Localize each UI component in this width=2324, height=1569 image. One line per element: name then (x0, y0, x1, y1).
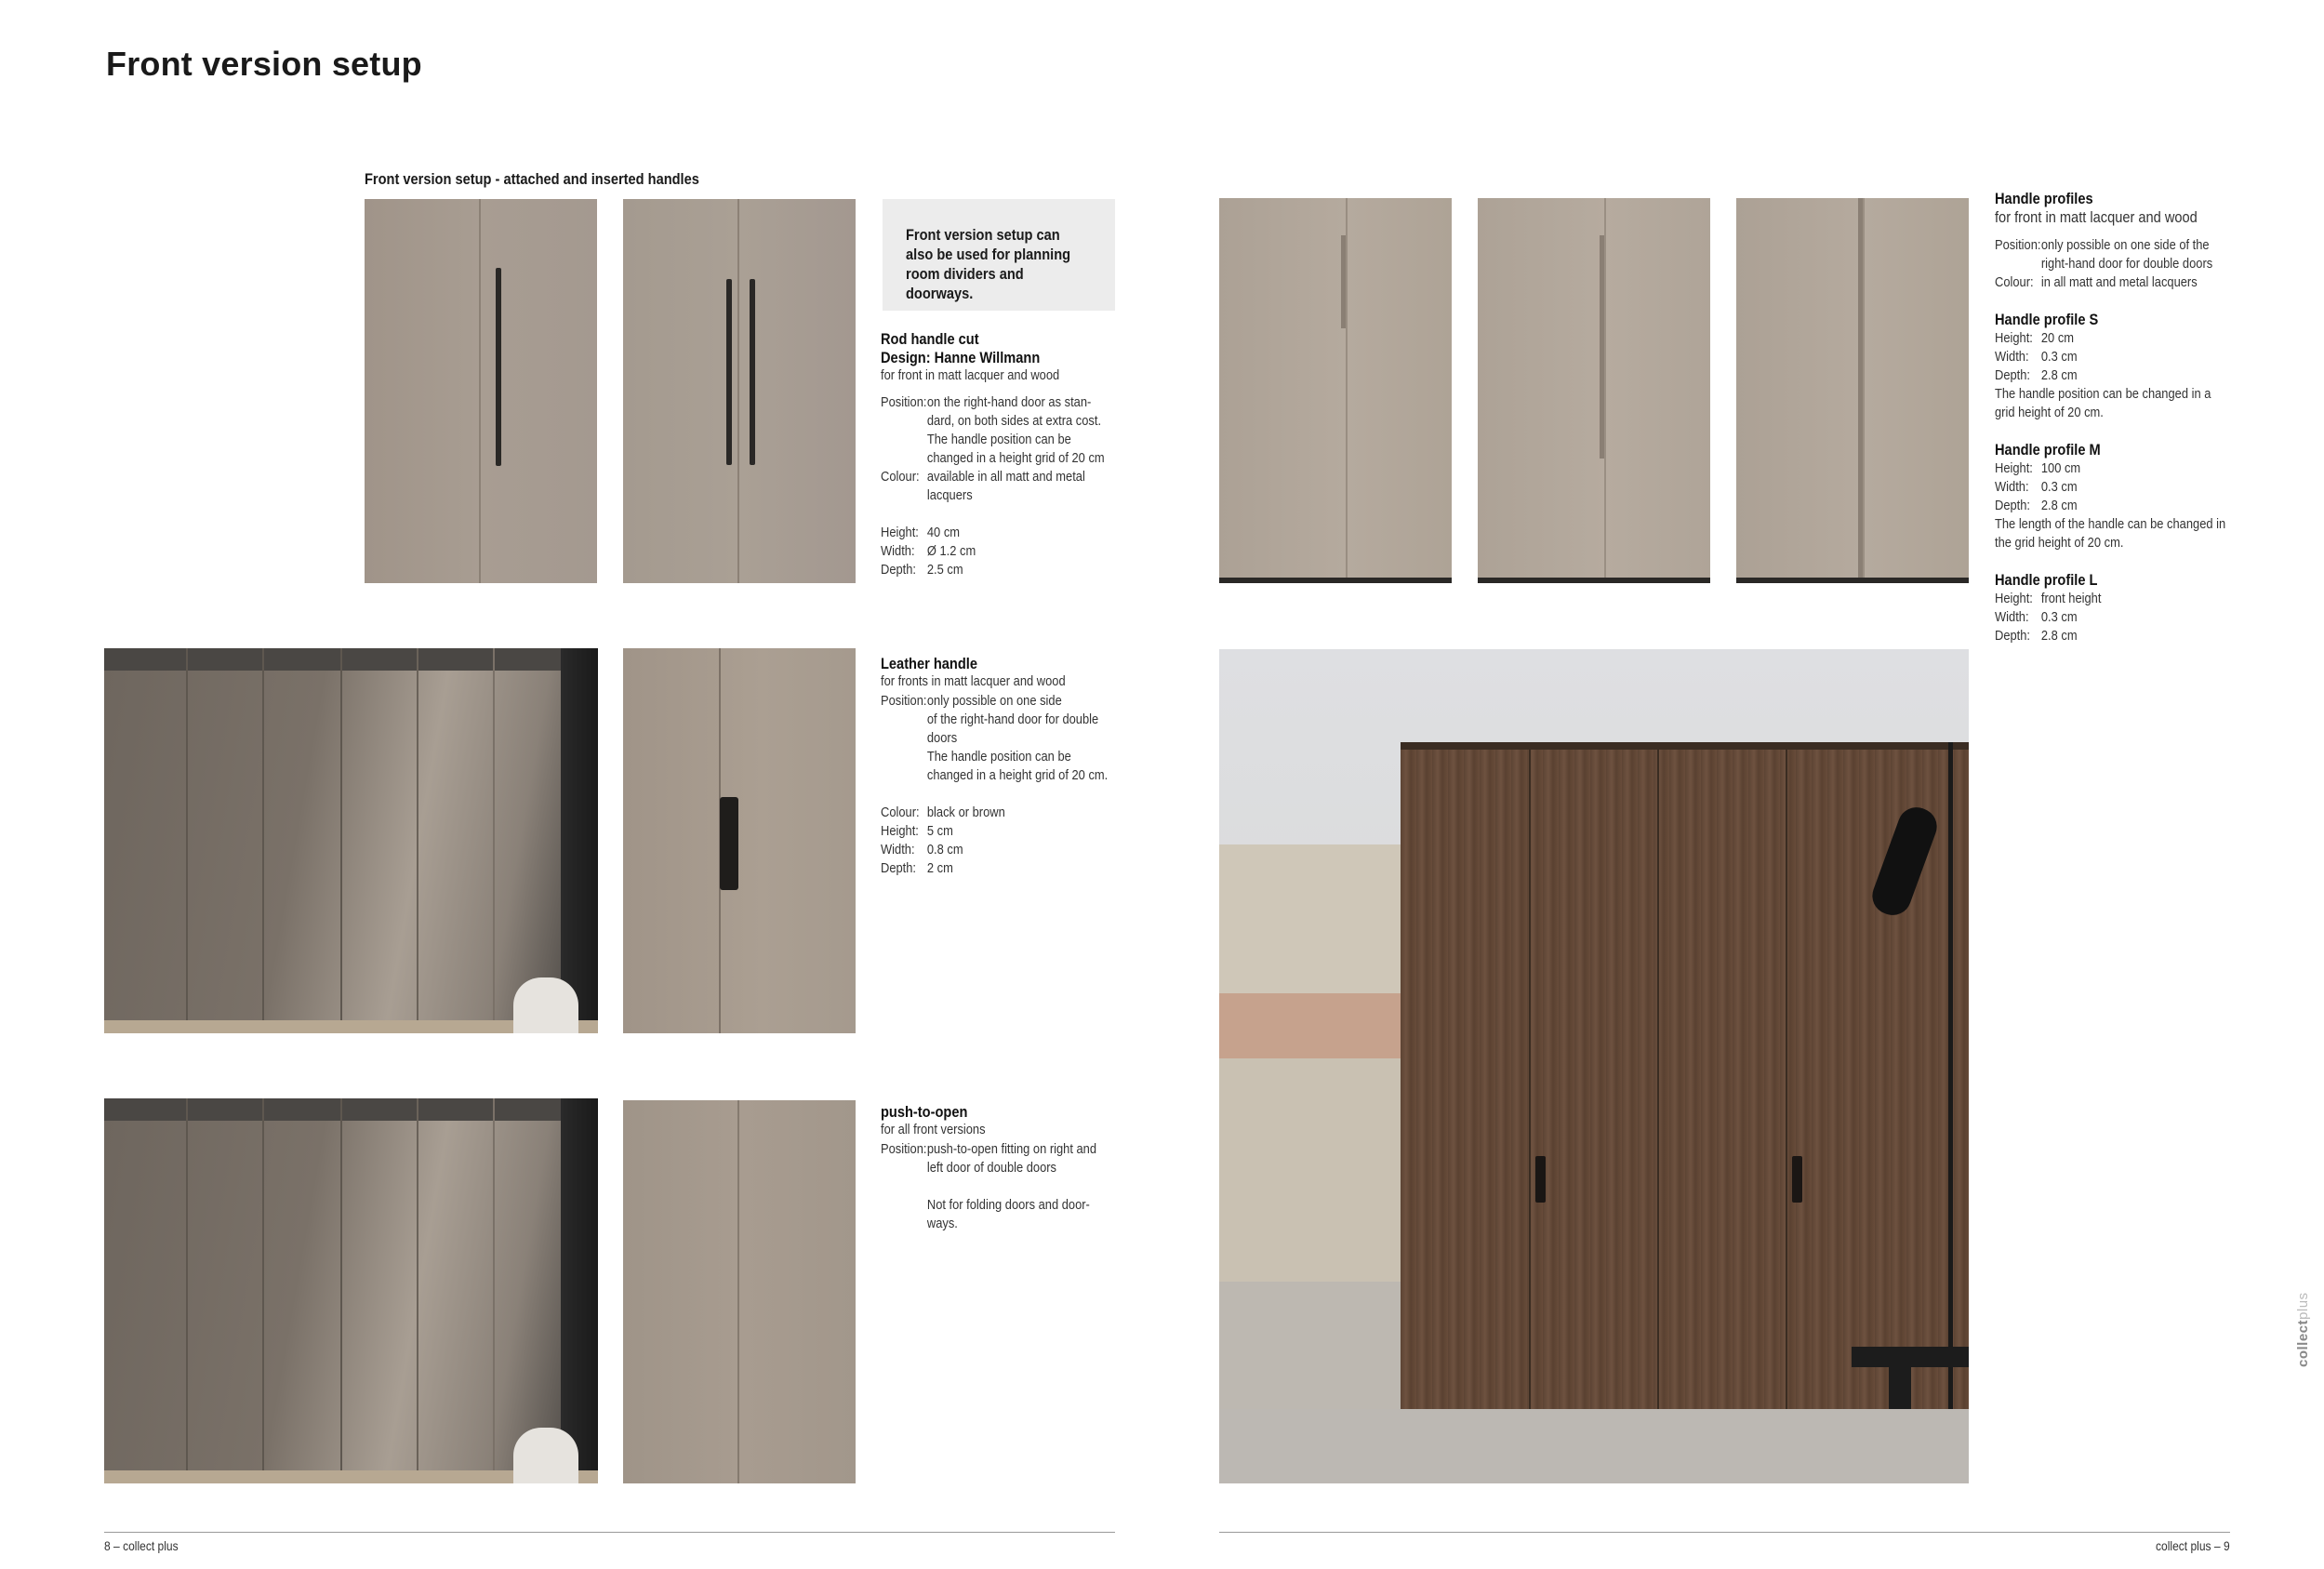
profile-m-depth-row (1995, 497, 2235, 515)
value-line: left door of double doors (926, 1160, 1057, 1176)
profile-m-handle-icon (1600, 235, 1604, 459)
profile-l-width-row (1995, 608, 2235, 627)
push-to-open-photo (623, 1100, 856, 1483)
leather-handle-photo (623, 648, 856, 1033)
label: Height: (881, 525, 919, 540)
label: Width: (881, 543, 915, 559)
rod-handle-colour-row (881, 468, 1121, 505)
leather-handle-height-row (881, 822, 1121, 841)
footer-right-page-number: collect plus – 9 (2156, 1538, 2230, 1553)
push-to-open-spec (881, 1103, 1121, 1233)
label: Height: (1995, 330, 2033, 346)
rod-handle-width-row (881, 542, 1121, 561)
label: Height: (881, 823, 919, 839)
profile-s-handle-icon (1341, 235, 1346, 328)
push-to-open-position-row (881, 1140, 1121, 1233)
note-box (883, 199, 1115, 311)
rod-handle-position-row (881, 393, 1121, 468)
leather-handle-colour-row (881, 804, 1121, 822)
label: Height: (1995, 591, 2033, 606)
value: 2.5 cm (926, 562, 963, 578)
rod-handle-spec (881, 330, 1121, 579)
handle-profile-m-title: Handle profile M (1995, 441, 2101, 459)
leather-handle-width-row (881, 841, 1121, 859)
handle-profile-m-photo (1478, 198, 1710, 583)
floor-lamp-icon (1948, 742, 1953, 1483)
handle-profiles-title: Handle profiles (1995, 190, 2093, 207)
label: Width: (1995, 349, 2029, 365)
value: black or brown (926, 804, 1005, 820)
wood-door-handle-right-icon (1792, 1156, 1802, 1203)
profile-s-depth-row (1995, 366, 2235, 385)
profile-l-handle-icon (1858, 198, 1863, 578)
value: in all matt and metal lacquers (2040, 274, 2198, 290)
handle-profiles-colour-row (1995, 273, 2235, 292)
value-line: changed in a height grid of 20 cm (926, 450, 1105, 466)
brand-light: plus (2295, 1292, 2311, 1320)
handle-profile-l-photo (1736, 198, 1969, 583)
profile-l-height-row (1995, 590, 2235, 608)
footer-divider-right (1219, 1532, 2230, 1533)
value: 0.3 cm (2040, 609, 2078, 625)
leather-handle-icon (720, 797, 738, 890)
wardrobe-room-photo-leather (104, 648, 598, 1033)
handle-profile-l-title: Handle profile L (1995, 571, 2098, 589)
label: Depth: (1995, 628, 2031, 644)
value-line: changed in a height grid of 20 cm. (926, 767, 1109, 783)
value: 40 cm (926, 525, 961, 540)
leather-handle-position-row (881, 692, 1121, 785)
label: Depth: (1995, 367, 2031, 383)
value-line: dard, on both sides at extra cost. (926, 413, 1102, 429)
handle-profiles-spec (1995, 190, 2235, 645)
leather-handle-subtitle: for fronts in matt lacquer and wood (881, 673, 1066, 689)
value-line: only possible on one side of the (2040, 237, 2210, 253)
label: Width: (1995, 479, 2029, 495)
rod-handle-depth-row (881, 561, 1121, 579)
rod-handle-right-icon (750, 279, 755, 465)
brand-bold: collect (2295, 1319, 2311, 1367)
label: Colour: (881, 804, 920, 820)
value-line: doors (926, 730, 958, 746)
value: 2.8 cm (2040, 628, 2078, 644)
rod-handle-icon (496, 268, 501, 466)
handle-profile-s-title: Handle profile S (1995, 311, 2099, 328)
rod-handle-left-icon (726, 279, 732, 465)
footer-divider-left (104, 1532, 1115, 1533)
label: Depth: (881, 860, 917, 876)
profile-s-note-line: grid height of 20 cm. (1995, 405, 2104, 420)
rod-handle-single-photo (365, 199, 597, 583)
label: Position: (1995, 237, 2041, 253)
push-to-open-subtitle: for all front versions (881, 1122, 986, 1137)
rod-handle-title: Rod handle cut (881, 330, 979, 348)
label: Width: (881, 842, 915, 858)
profile-s-height-row (1995, 329, 2235, 348)
brand-logo (2295, 1292, 2311, 1367)
profile-m-width-row (1995, 478, 2235, 497)
value: 2 cm (926, 860, 953, 876)
value: 0.3 cm (2040, 479, 2078, 495)
leather-handle-depth-row (881, 859, 1121, 878)
label: Position: (881, 394, 927, 410)
rod-handle-height-row (881, 524, 1121, 542)
handle-profiles-position-row (1995, 236, 2235, 273)
label: Colour: (881, 469, 920, 485)
rod-handle-double-photo (623, 199, 856, 583)
wood-door-handle-left-icon (1535, 1156, 1546, 1203)
value: 20 cm (2040, 330, 2075, 346)
value: 0.8 cm (926, 842, 963, 858)
value: front height (2040, 591, 2102, 606)
handle-profile-s-photo (1219, 198, 1452, 583)
value-line: push-to-open fitting on right and (926, 1141, 1097, 1157)
label: Depth: (881, 562, 917, 578)
profile-m-note-line: The length of the handle can be changed in (1995, 516, 2226, 532)
profile-m-height-row (1995, 459, 2235, 478)
label: Position: (881, 1141, 927, 1157)
value-line: The handle position can be (926, 432, 1071, 447)
value: 5 cm (926, 823, 953, 839)
profile-m-note-line: the grid height of 20 cm. (1995, 535, 2124, 551)
profile-l-depth-row (1995, 627, 2235, 645)
value: 2.8 cm (2040, 498, 2078, 513)
value-line: ways. (926, 1216, 958, 1231)
leather-handle-title: Leather handle (881, 655, 977, 672)
label: Depth: (1995, 498, 2031, 513)
label: Width: (1995, 609, 2029, 625)
profile-s-note-line: The handle position can be changed in a (1995, 386, 2211, 402)
note-text: Front version setup can also be used for planning room dividers and doorways. (906, 226, 1071, 302)
label: Height: (1995, 460, 2033, 476)
value-line: available in all matt and metal (926, 469, 1085, 485)
wood-wardrobe-room-photo (1219, 649, 1969, 1483)
value-line: right-hand door for double doors (2040, 256, 2213, 272)
value-line: of the right-hand door for double (926, 711, 1099, 727)
profile-s-width-row (1995, 348, 2235, 366)
value-line: The handle position can be (926, 749, 1071, 765)
value: 0.3 cm (2040, 349, 2078, 365)
label: Position: (881, 693, 927, 709)
page-title: Front version setup (106, 45, 422, 83)
value-line: lacquers (926, 487, 973, 503)
handle-profiles-subtitle: for front in matt lacquer and wood (1995, 208, 2198, 226)
value-line: on the right-hand door as stan- (926, 394, 1092, 410)
rod-handle-designer: Design: Hanne Willmann (881, 349, 1041, 366)
value-line: only possible on one side (926, 693, 1062, 709)
value-line: Not for folding doors and door- (926, 1197, 1090, 1213)
value: Ø 1.2 cm (926, 543, 976, 559)
footer-left-page-number: 8 – collect plus (104, 1538, 179, 1553)
label: Colour: (1995, 274, 2034, 290)
push-to-open-title: push-to-open (881, 1103, 968, 1121)
value: 2.8 cm (2040, 367, 2078, 383)
section-title: Front version setup - attached and inserted handles (365, 170, 699, 188)
leather-handle-spec (881, 655, 1121, 878)
wardrobe-room-photo-push (104, 1098, 598, 1483)
rod-handle-subtitle: for front in matt lacquer and wood (881, 367, 1060, 383)
value: 100 cm (2040, 460, 2081, 476)
